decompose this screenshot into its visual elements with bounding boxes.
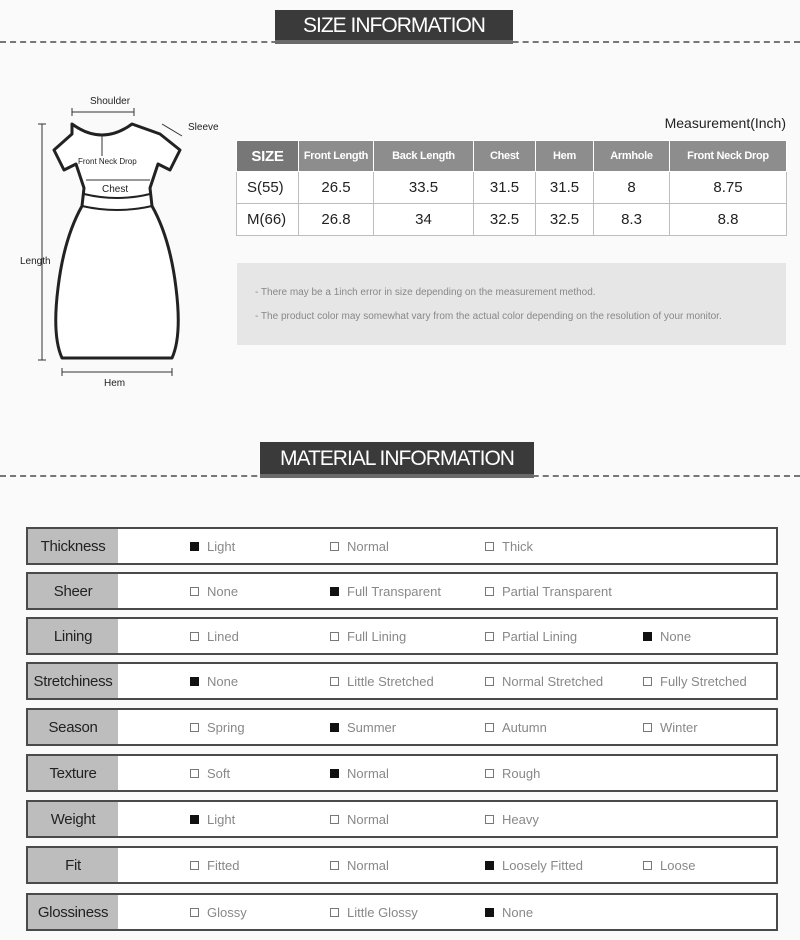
material-row-label: Stretchiness xyxy=(28,664,118,698)
material-option xyxy=(643,710,698,744)
material-option-label: Normal xyxy=(347,857,389,873)
material-row xyxy=(26,754,778,792)
material-option-label: Partial Transparent xyxy=(502,583,612,599)
unchecked-box-icon xyxy=(643,861,652,870)
unchecked-box-icon xyxy=(643,723,652,732)
material-option xyxy=(190,529,235,563)
material-row-label: Texture xyxy=(28,756,118,790)
chest-label: Chest xyxy=(102,184,129,195)
material-row-label: Sheer xyxy=(28,574,118,608)
material-option-label: Fully Stretched xyxy=(660,673,747,689)
table-row xyxy=(237,204,787,236)
unchecked-box-icon xyxy=(485,587,494,596)
table-cell: 31.5 xyxy=(536,172,594,204)
checked-box-icon xyxy=(190,542,199,551)
table-cell: 26.5 xyxy=(299,172,374,204)
material-option xyxy=(330,756,389,790)
material-row xyxy=(26,572,778,610)
material-option-label: Autumn xyxy=(502,719,547,735)
material-option-label: Summer xyxy=(347,719,397,735)
unchecked-box-icon xyxy=(485,542,494,551)
table-cell: 34 xyxy=(374,204,474,236)
table-cell: 8.8 xyxy=(670,204,787,236)
unchecked-box-icon xyxy=(190,632,199,641)
sleeve-label: Sleeve xyxy=(188,122,219,133)
table-cell: 26.8 xyxy=(299,204,374,236)
size-table-header xyxy=(237,141,787,172)
table-cell: 32.5 xyxy=(474,204,536,236)
unchecked-box-icon xyxy=(330,861,339,870)
column-header: Back Length xyxy=(374,141,474,172)
material-option-label: Normal Stretched xyxy=(502,673,604,689)
material-option-label: Normal xyxy=(347,765,389,781)
checked-box-icon xyxy=(330,587,339,596)
notes-box xyxy=(237,263,786,345)
material-option-label: Loosely Fitted xyxy=(502,857,583,873)
shoulder-label: Shoulder xyxy=(90,96,131,107)
table-cell: 32.5 xyxy=(536,204,594,236)
table-row xyxy=(237,172,787,204)
checked-box-icon xyxy=(643,632,652,641)
material-option xyxy=(190,895,247,929)
unchecked-box-icon xyxy=(485,769,494,778)
table-cell: S(55) xyxy=(237,172,299,204)
material-option-label: Thick xyxy=(502,538,534,554)
column-header: Front Length xyxy=(299,141,374,172)
column-header: Hem xyxy=(536,141,594,172)
material-option xyxy=(190,574,238,608)
material-row xyxy=(26,662,778,700)
material-row xyxy=(26,846,778,884)
material-option-label: None xyxy=(207,583,239,599)
material-option xyxy=(485,802,539,836)
material-option xyxy=(190,664,238,698)
material-option xyxy=(485,574,612,608)
material-option-label: Soft xyxy=(207,765,231,781)
unchecked-box-icon xyxy=(330,815,339,824)
material-option-label: Normal xyxy=(347,811,389,827)
material-option-label: Full Lining xyxy=(347,628,407,644)
material-option-label: Glossy xyxy=(207,904,247,920)
material-option xyxy=(330,802,389,836)
material-option xyxy=(485,848,583,882)
material-row-label: Weight xyxy=(28,802,118,836)
material-section-title: MATERIAL INFORMATION xyxy=(260,442,534,478)
material-option-label: Light xyxy=(207,538,236,554)
material-row xyxy=(26,708,778,746)
front-neck-drop-label: Front Neck Drop xyxy=(78,157,137,166)
table-cell: 33.5 xyxy=(374,172,474,204)
length-label: Length xyxy=(20,256,51,267)
material-option xyxy=(190,619,239,653)
material-option xyxy=(643,664,747,698)
unchecked-box-icon xyxy=(643,677,652,686)
material-row-label: Thickness xyxy=(28,529,118,563)
material-option-label: Rough xyxy=(502,765,541,781)
material-option-label: Fitted xyxy=(207,857,240,873)
material-option-label: Little Stretched xyxy=(347,673,434,689)
column-header: Front Neck Drop xyxy=(670,141,787,172)
table-cell: 8.75 xyxy=(670,172,787,204)
material-option xyxy=(330,574,441,608)
dress-diagram xyxy=(10,88,230,398)
unchecked-box-icon xyxy=(190,769,199,778)
material-option xyxy=(485,756,540,790)
material-row xyxy=(26,800,778,838)
unchecked-box-icon xyxy=(330,908,339,917)
unchecked-box-icon xyxy=(190,908,199,917)
material-option xyxy=(330,619,406,653)
material-option xyxy=(190,848,240,882)
column-header: Armhole xyxy=(594,141,670,172)
material-option xyxy=(330,895,418,929)
size-section-title: SIZE INFORMATION xyxy=(275,10,513,44)
checked-box-icon xyxy=(190,815,199,824)
checked-box-icon xyxy=(485,908,494,917)
material-option xyxy=(485,529,533,563)
material-row-label: Fit xyxy=(28,848,118,882)
table-cell: M(66) xyxy=(237,204,299,236)
material-option-label: Heavy xyxy=(502,811,539,827)
material-row xyxy=(26,893,778,931)
material-option xyxy=(485,619,577,653)
material-option xyxy=(643,619,691,653)
column-header: Chest xyxy=(474,141,536,172)
material-row xyxy=(26,617,778,655)
material-option-label: None xyxy=(207,673,239,689)
note-text: - The product color may somewhat vary from the actual color depending on the resolution of your monitor. xyxy=(255,311,722,322)
material-option-label: Little Glossy xyxy=(347,904,418,920)
unchecked-box-icon xyxy=(190,587,199,596)
unchecked-box-icon xyxy=(485,677,494,686)
material-row-label: Glossiness xyxy=(28,895,118,929)
material-option-label: Normal xyxy=(347,538,389,554)
material-row xyxy=(26,527,778,565)
checked-box-icon xyxy=(330,723,339,732)
material-option-label: Full Transparent xyxy=(347,583,441,599)
material-option-label: Winter xyxy=(660,719,698,735)
material-option xyxy=(643,848,695,882)
material-row-label: Season xyxy=(28,710,118,744)
material-option-label: Spring xyxy=(207,719,245,735)
note-text: - There may be a 1inch error in size depending on the measurement method. xyxy=(255,287,596,298)
unchecked-box-icon xyxy=(330,542,339,551)
material-option xyxy=(190,710,245,744)
material-option xyxy=(190,756,230,790)
unchecked-box-icon xyxy=(485,632,494,641)
table-cell: 31.5 xyxy=(474,172,536,204)
unchecked-box-icon xyxy=(190,723,199,732)
table-cell: 8 xyxy=(594,172,670,204)
material-option xyxy=(330,529,389,563)
material-option-label: Light xyxy=(207,811,236,827)
material-option xyxy=(485,710,547,744)
material-option-label: Partial Lining xyxy=(502,628,578,644)
hem-label: Hem xyxy=(104,378,126,389)
unchecked-box-icon xyxy=(330,677,339,686)
material-option xyxy=(485,895,533,929)
column-header: SIZE xyxy=(237,141,299,172)
table-cell: 8.3 xyxy=(594,204,670,236)
size-table xyxy=(236,140,787,236)
material-option-label: None xyxy=(502,904,534,920)
checked-box-icon xyxy=(330,769,339,778)
material-option-label: Lined xyxy=(207,628,239,644)
material-option xyxy=(330,848,389,882)
unchecked-box-icon xyxy=(190,861,199,870)
material-option xyxy=(485,664,603,698)
unchecked-box-icon xyxy=(330,632,339,641)
measurement-unit-label: Measurement(Inch) xyxy=(664,115,786,131)
material-row-label: Lining xyxy=(28,619,118,653)
material-option xyxy=(330,710,396,744)
material-option xyxy=(190,802,235,836)
checked-box-icon xyxy=(485,861,494,870)
material-option xyxy=(330,664,434,698)
unchecked-box-icon xyxy=(485,815,494,824)
checked-box-icon xyxy=(190,677,199,686)
material-option-label: None xyxy=(660,628,692,644)
material-option-label: Loose xyxy=(660,857,696,873)
unchecked-box-icon xyxy=(485,723,494,732)
